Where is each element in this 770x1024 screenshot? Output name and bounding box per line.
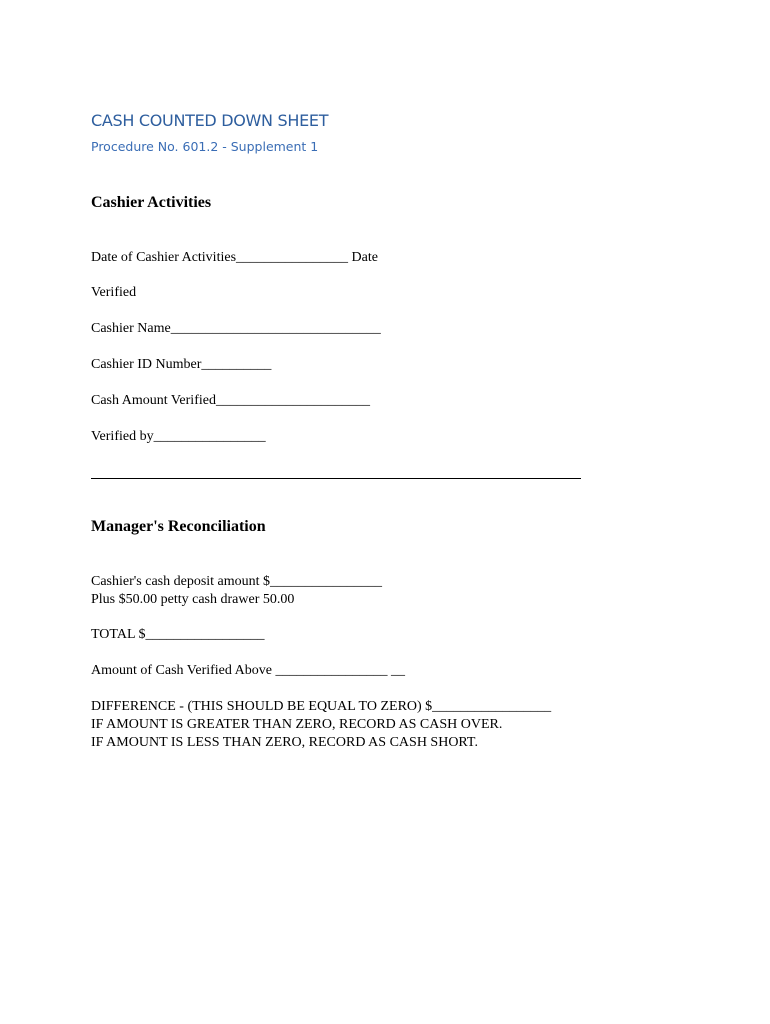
document-subtitle: Procedure No. 601.2 - Supplement 1 xyxy=(91,139,319,154)
document-title: CASH COUNTED DOWN SHEET xyxy=(91,111,329,130)
cash-over-instruction: IF AMOUNT IS GREATER THAN ZERO, RECORD AS CASH OVER. xyxy=(91,717,503,732)
cashier-name-field: Cashier Name______________________________ xyxy=(91,321,381,336)
amount-verified-above-field: Amount of Cash Verified Above ________________ __ xyxy=(91,663,405,678)
total-field: TOTAL $_________________ xyxy=(91,627,265,642)
date-of-cashier-activities-field: Date of Cashier Activities________________ Date xyxy=(91,250,378,265)
signature-line xyxy=(91,478,581,479)
difference-field: DIFFERENCE - (THIS SHOULD BE EQUAL TO ZERO) $_________________ xyxy=(91,699,552,714)
cashier-activities-heading: Cashier Activities xyxy=(91,194,212,211)
managers-reconciliation-heading: Manager's Reconciliation xyxy=(91,518,266,535)
petty-cash-line: Plus $50.00 petty cash drawer 50.00 xyxy=(91,592,295,607)
cash-deposit-amount-field: Cashier's cash deposit amount $________________ xyxy=(91,574,383,589)
verified-label: Verified xyxy=(91,285,137,300)
cash-short-instruction: IF AMOUNT IS LESS THAN ZERO, RECORD AS CASH SHORT. xyxy=(91,735,478,750)
cash-amount-verified-field: Cash Amount Verified______________________ xyxy=(91,393,370,408)
verified-by-field: Verified by________________ xyxy=(91,429,266,444)
cashier-id-number-field: Cashier ID Number__________ xyxy=(91,357,272,372)
